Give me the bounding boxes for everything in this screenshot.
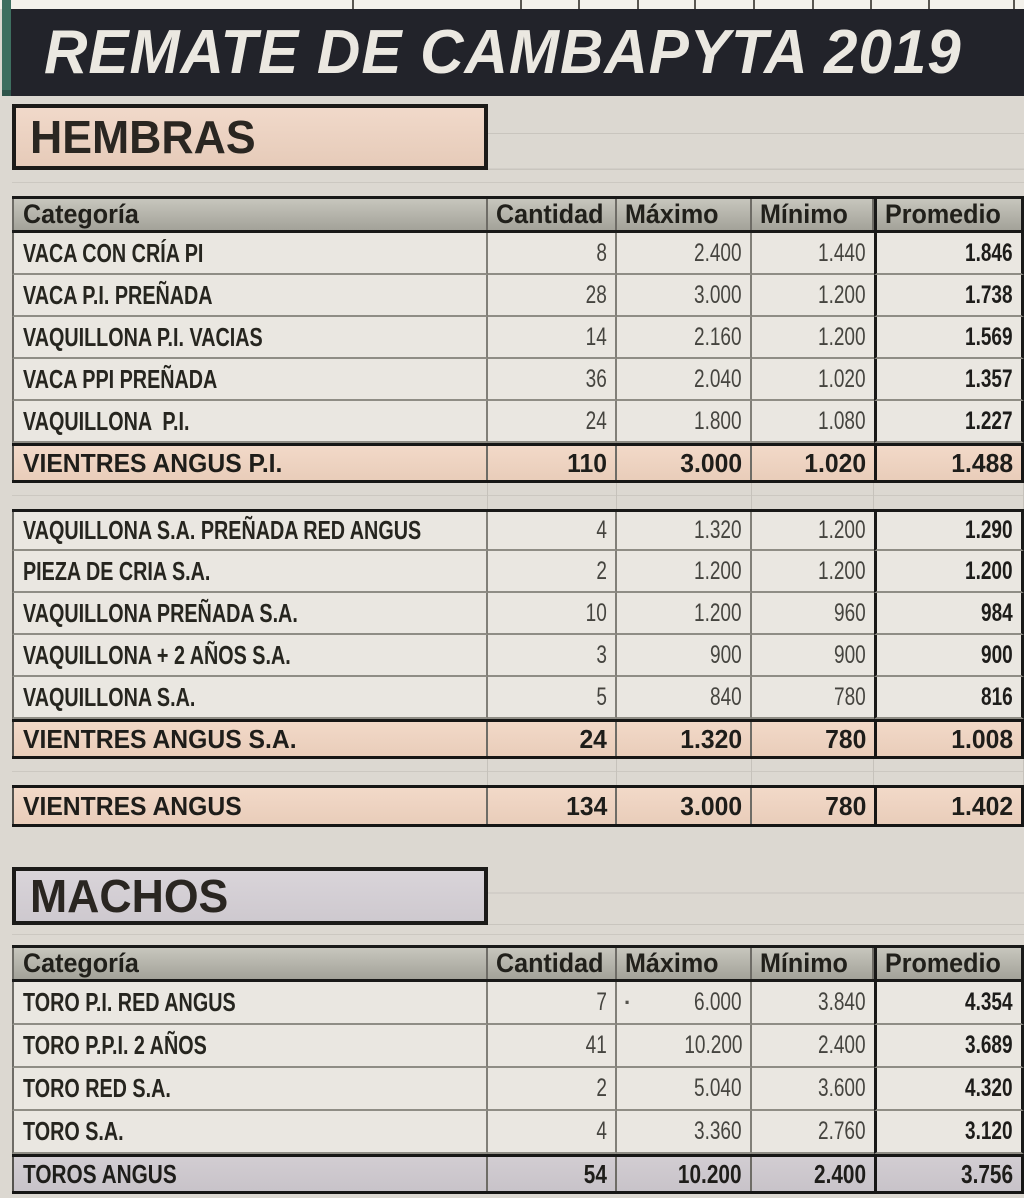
promedio-cell[interactable] (874, 551, 1024, 593)
cell-text: 2 (596, 1074, 607, 1102)
cell-text: TORO P.I. RED ANGUS (23, 987, 236, 1017)
promedio-cell[interactable] (874, 512, 1024, 551)
cell-text: 4.354 (965, 988, 1013, 1016)
machos-banner-label: MACHOS (30, 870, 229, 922)
cell-text: 3.000 (680, 447, 742, 478)
cell-text: 1.738 (965, 280, 1013, 309)
cell-text: VIENTRES ANGUS P.I. (23, 447, 283, 478)
cantidad-cell[interactable] (488, 551, 617, 593)
maximo-cell[interactable] (617, 1025, 752, 1068)
cantidad-cell[interactable] (488, 1025, 617, 1068)
cell-border-tick (753, 0, 755, 9)
minimo-cell[interactable] (752, 401, 874, 443)
table-row (12, 359, 1024, 401)
column-header[interactable] (752, 199, 874, 230)
summary-row (12, 719, 1024, 759)
column-header[interactable] (488, 199, 617, 230)
cell-text: 1.200 (694, 556, 742, 585)
cell-text: 10 (585, 598, 607, 627)
column-header[interactable] (617, 948, 752, 979)
minimo-cell[interactable] (752, 677, 874, 719)
cantidad-cell[interactable] (488, 401, 617, 443)
summary-row (12, 443, 1024, 483)
category-cell[interactable] (12, 512, 488, 551)
column-header[interactable] (12, 199, 488, 230)
cell-text: 36 (585, 364, 607, 393)
cell-text: VACA P.I. PREÑADA (23, 279, 213, 310)
empty-cell[interactable] (752, 483, 874, 509)
maximo-cell[interactable] (617, 635, 752, 677)
cell-text: 2.400 (818, 1031, 866, 1059)
header-row (12, 945, 1024, 982)
cell-text: VIENTRES ANGUS (23, 790, 242, 821)
empty-cell[interactable] (874, 483, 1024, 509)
category-cell[interactable] (12, 635, 488, 677)
minimo-cell[interactable] (752, 788, 874, 824)
cell-text: TORO RED S.A. (23, 1073, 171, 1103)
cell-text: 1.800 (694, 406, 742, 435)
maximo-cell[interactable] (617, 982, 752, 1025)
category-cell[interactable] (12, 551, 488, 593)
category-cell[interactable] (12, 788, 488, 824)
cantidad-cell[interactable] (488, 635, 617, 677)
minimo-cell[interactable] (752, 233, 874, 275)
cell-text: 6.000 (694, 988, 742, 1016)
cell-border-tick (1013, 0, 1015, 9)
promedio-cell[interactable] (874, 359, 1024, 401)
cell-text: 1.569 (965, 322, 1013, 351)
cell-text: 1.357 (965, 364, 1013, 393)
maximo-cell[interactable] (617, 233, 752, 275)
column-header[interactable] (874, 948, 1024, 979)
cell-text: 8 (596, 238, 607, 267)
empty-cell[interactable] (617, 759, 752, 785)
cell-text: TORO S.A. (23, 1116, 124, 1146)
machos-table (12, 945, 1024, 1194)
empty-cell[interactable] (12, 759, 488, 785)
promedio-cell[interactable] (874, 982, 1024, 1025)
minimo-cell[interactable] (752, 1157, 874, 1191)
cell-text: 4 (596, 1117, 607, 1145)
cell-text: 1.200 (818, 556, 866, 585)
cell-border-tick (870, 0, 872, 9)
cell-text: 1.846 (965, 238, 1013, 267)
cantidad-cell[interactable] (488, 593, 617, 635)
cell-text: 2.760 (818, 1117, 866, 1145)
cantidad-cell[interactable] (488, 233, 617, 275)
cell-text: 24 (585, 406, 607, 435)
cell-text: 780 (834, 682, 866, 711)
maximo-cell[interactable] (617, 722, 752, 756)
cell-text: Mínimo (760, 199, 848, 229)
cantidad-cell[interactable] (488, 982, 617, 1025)
category-cell[interactable] (12, 275, 488, 317)
cell-text: 780 (824, 790, 866, 821)
cell-text: 2 (596, 556, 607, 585)
cantidad-cell[interactable] (488, 446, 617, 480)
maximo-cell[interactable] (617, 788, 752, 824)
cell-text: 1.320 (680, 723, 742, 754)
stray-dot-mark: · (624, 989, 632, 1015)
promedio-cell[interactable] (874, 593, 1024, 635)
cell-text: Cantidad (496, 948, 604, 978)
minimo-cell[interactable] (752, 635, 874, 677)
minimo-cell[interactable] (752, 593, 874, 635)
hembras-table (12, 196, 1024, 827)
cell-text: 900 (834, 640, 866, 669)
column-header[interactable] (752, 948, 874, 979)
maximo-cell[interactable] (617, 359, 752, 401)
cell-text: Mínimo (760, 948, 848, 978)
cell-text: VACA CON CRÍA PI (23, 237, 204, 268)
empty-cell[interactable] (752, 759, 874, 785)
cell-text: 1.200 (818, 516, 866, 544)
table-row (12, 635, 1024, 677)
grid-filler (488, 867, 1024, 925)
empty-cell[interactable] (488, 759, 617, 785)
cell-text: 2.160 (694, 322, 742, 351)
minimo-cell[interactable] (752, 359, 874, 401)
cell-text: Categoría (23, 948, 139, 978)
promedio-cell[interactable] (874, 635, 1024, 677)
promedio-cell[interactable] (874, 317, 1024, 359)
table-row (12, 593, 1024, 635)
cell-text: 3.600 (818, 1074, 866, 1102)
summary-row (12, 1154, 1024, 1194)
category-cell[interactable] (12, 1025, 488, 1068)
table-row (12, 401, 1024, 443)
empty-cell[interactable] (617, 483, 752, 509)
cell-border-tick (694, 0, 696, 9)
cell-text: 3.689 (965, 1031, 1013, 1059)
cell-text: 4 (596, 516, 607, 544)
machos-banner-cell[interactable] (12, 867, 488, 925)
cell-text: 10.200 (683, 1031, 742, 1059)
cell-text: Cantidad (496, 199, 604, 229)
cell-text: VIENTRES ANGUS S.A. (23, 723, 297, 754)
category-cell[interactable] (12, 317, 488, 359)
category-cell[interactable] (12, 401, 488, 443)
cell-text: 816 (981, 682, 1013, 711)
category-cell[interactable] (12, 722, 488, 756)
page-title: REMATE DE CAMBAPYTA 2019 (43, 18, 962, 87)
table-row (12, 317, 1024, 359)
cell-text: 134 (565, 790, 607, 821)
promedio-cell[interactable] (874, 1111, 1024, 1154)
cell-text: 900 (981, 640, 1013, 669)
category-cell[interactable] (12, 359, 488, 401)
section-hembras (12, 104, 1024, 827)
maximo-cell[interactable] (617, 1068, 752, 1111)
header-row (12, 196, 1024, 233)
cell-border-tick (928, 0, 930, 9)
cell-text: 2.400 (694, 238, 742, 267)
maximo-cell[interactable] (617, 593, 752, 635)
cell-text: 10.200 (678, 1158, 742, 1189)
cell-text: Promedio (885, 199, 1001, 229)
category-cell[interactable] (12, 1111, 488, 1154)
machos-banner-row (12, 867, 1024, 925)
cell-text: 1.020 (804, 447, 866, 478)
maximo-cell[interactable] (617, 677, 752, 719)
cantidad-cell[interactable] (488, 1157, 617, 1191)
table-row (12, 551, 1024, 593)
cell-text: 1.200 (965, 556, 1013, 585)
cell-text: 840 (710, 682, 742, 711)
category-cell[interactable] (12, 233, 488, 275)
maximo-cell[interactable] (617, 1111, 752, 1154)
promedio-cell[interactable] (874, 1025, 1024, 1068)
maximo-cell[interactable] (617, 446, 752, 480)
minimo-cell[interactable] (752, 982, 874, 1025)
cell-border-tick (578, 0, 580, 9)
grid-gap (12, 170, 1024, 196)
table-row (12, 982, 1024, 1025)
cell-text: 28 (585, 280, 607, 309)
cell-text: 3 (596, 640, 607, 669)
cell-text: 1.008 (951, 723, 1013, 754)
cantidad-cell[interactable] (488, 677, 617, 719)
cell-text: 1.227 (965, 406, 1013, 435)
cell-text: 1.402 (951, 790, 1013, 821)
cell-text: 1.488 (951, 447, 1013, 478)
category-cell[interactable] (12, 677, 488, 719)
cell-text: 3.000 (680, 790, 742, 821)
minimo-cell[interactable] (752, 551, 874, 593)
cell-text: 5.040 (694, 1074, 742, 1102)
cell-text: VAQUILLONA + 2 AÑOS S.A. (23, 639, 291, 670)
category-cell[interactable] (12, 1157, 488, 1191)
top-cell-strip (0, 0, 1024, 9)
cell-text: 14 (585, 322, 607, 351)
tables-area (12, 96, 1024, 1194)
cantidad-cell[interactable] (488, 1068, 617, 1111)
table-row (12, 233, 1024, 275)
minimo-cell[interactable] (752, 1025, 874, 1068)
cantidad-cell[interactable] (488, 359, 617, 401)
left-edge-strip (2, 0, 11, 96)
category-cell[interactable] (12, 593, 488, 635)
table-row (12, 275, 1024, 317)
column-header[interactable] (12, 948, 488, 979)
promedio-cell[interactable] (874, 446, 1024, 480)
cell-text: 1.440 (818, 238, 866, 267)
minimo-cell[interactable] (752, 446, 874, 480)
gap-row (12, 759, 1024, 785)
cell-text: 110 (567, 447, 607, 478)
cell-text: 1.020 (818, 364, 866, 393)
maximo-cell[interactable] (617, 551, 752, 593)
cell-text: 2.040 (694, 364, 742, 393)
table-row (12, 677, 1024, 719)
cell-text: 984 (981, 598, 1013, 627)
cell-border-tick (812, 0, 814, 9)
table-row (12, 1111, 1024, 1154)
empty-cell[interactable] (488, 483, 617, 509)
table-row (12, 1025, 1024, 1068)
empty-cell[interactable] (12, 483, 488, 509)
cell-text: VAQUILLONA P.I. (23, 405, 190, 436)
cell-text: 1.080 (818, 406, 866, 435)
cell-text: VAQUILLONA S.A. PREÑADA RED ANGUS (23, 515, 422, 545)
maximo-cell[interactable] (617, 1157, 752, 1191)
cell-text: 1.200 (818, 280, 866, 309)
promedio-cell[interactable] (874, 275, 1024, 317)
cell-text: PIEZA DE CRIA S.A. (23, 555, 211, 586)
maximo-cell[interactable] (617, 401, 752, 443)
cell-text: TOROS ANGUS (23, 1158, 177, 1189)
promedio-cell[interactable] (874, 722, 1024, 756)
cantidad-cell[interactable] (488, 722, 617, 756)
cell-border-tick (520, 0, 522, 9)
cell-text: VAQUILLONA PREÑADA S.A. (23, 597, 298, 628)
category-cell[interactable] (12, 446, 488, 480)
section-machos (12, 867, 1024, 1194)
cell-text: VACA PPI PREÑADA (23, 363, 218, 394)
cell-text: Categoría (23, 199, 139, 229)
column-header[interactable] (488, 948, 617, 979)
cell-text: 3.840 (818, 988, 866, 1016)
grid-filler (488, 104, 1024, 170)
hembras-banner-row (12, 104, 1024, 170)
cell-text: 7 (596, 988, 607, 1016)
cell-border-tick (637, 0, 639, 9)
cell-text: 3.756 (960, 1158, 1013, 1189)
hembras-banner-label: HEMBRAS (30, 111, 256, 163)
promedio-cell[interactable] (874, 1068, 1024, 1111)
cantidad-cell[interactable] (488, 1111, 617, 1154)
cell-text: 3.360 (694, 1117, 742, 1145)
column-header[interactable] (874, 199, 1024, 230)
minimo-cell[interactable] (752, 512, 874, 551)
cell-text: 4.320 (965, 1074, 1013, 1102)
cell-text: 2.400 (813, 1158, 866, 1189)
cell-text: 41 (585, 1031, 607, 1059)
grid-gap (12, 925, 1024, 945)
cell-text: 960 (834, 598, 866, 627)
maximo-cell[interactable] (617, 275, 752, 317)
cell-text: 1.200 (818, 322, 866, 351)
minimo-cell[interactable] (752, 1068, 874, 1111)
gap-row (12, 483, 1024, 509)
table-row (12, 509, 1024, 551)
promedio-cell[interactable] (874, 233, 1024, 275)
maximo-cell[interactable] (617, 317, 752, 359)
promedio-cell[interactable] (874, 677, 1024, 719)
minimo-cell[interactable] (752, 722, 874, 756)
cell-text: Máximo (625, 199, 719, 229)
cell-text: 1.290 (965, 516, 1013, 544)
minimo-cell[interactable] (752, 1111, 874, 1154)
cell-text: Promedio (885, 948, 1001, 978)
hembras-banner-cell[interactable] (12, 104, 488, 170)
category-cell[interactable] (12, 982, 488, 1025)
cantidad-cell[interactable] (488, 275, 617, 317)
cell-text: 1.200 (694, 598, 742, 627)
cell-text: VAQUILLONA P.I. VACIAS (23, 321, 263, 352)
promedio-cell[interactable] (874, 401, 1024, 443)
category-cell[interactable] (12, 1068, 488, 1111)
summary-row (12, 785, 1024, 827)
cantidad-cell[interactable] (488, 317, 617, 359)
maximo-cell[interactable] (617, 512, 752, 551)
promedio-cell[interactable] (874, 788, 1024, 824)
cantidad-cell[interactable] (488, 512, 617, 551)
cell-text: 900 (710, 640, 742, 669)
cantidad-cell[interactable] (488, 788, 617, 824)
cell-text: 780 (824, 723, 866, 754)
cell-text: 54 (583, 1158, 607, 1189)
empty-cell[interactable] (874, 759, 1024, 785)
cell-text: 3.120 (965, 1117, 1013, 1145)
minimo-cell[interactable] (752, 317, 874, 359)
promedio-cell[interactable] (874, 1157, 1024, 1191)
cell-border-tick (352, 0, 354, 9)
cell-text: Máximo (625, 948, 719, 978)
cell-text: TORO P.P.I. 2 AÑOS (23, 1030, 207, 1060)
column-header[interactable] (617, 199, 752, 230)
cell-text: 1.320 (694, 516, 742, 544)
cell-text: 24 (579, 723, 607, 754)
cell-text: 5 (596, 682, 607, 711)
table-row (12, 1068, 1024, 1111)
cell-text: VAQUILLONA S.A. (23, 681, 196, 712)
title-banner-cell[interactable] (11, 9, 1024, 96)
minimo-cell[interactable] (752, 275, 874, 317)
cell-text: 3.000 (694, 280, 742, 309)
